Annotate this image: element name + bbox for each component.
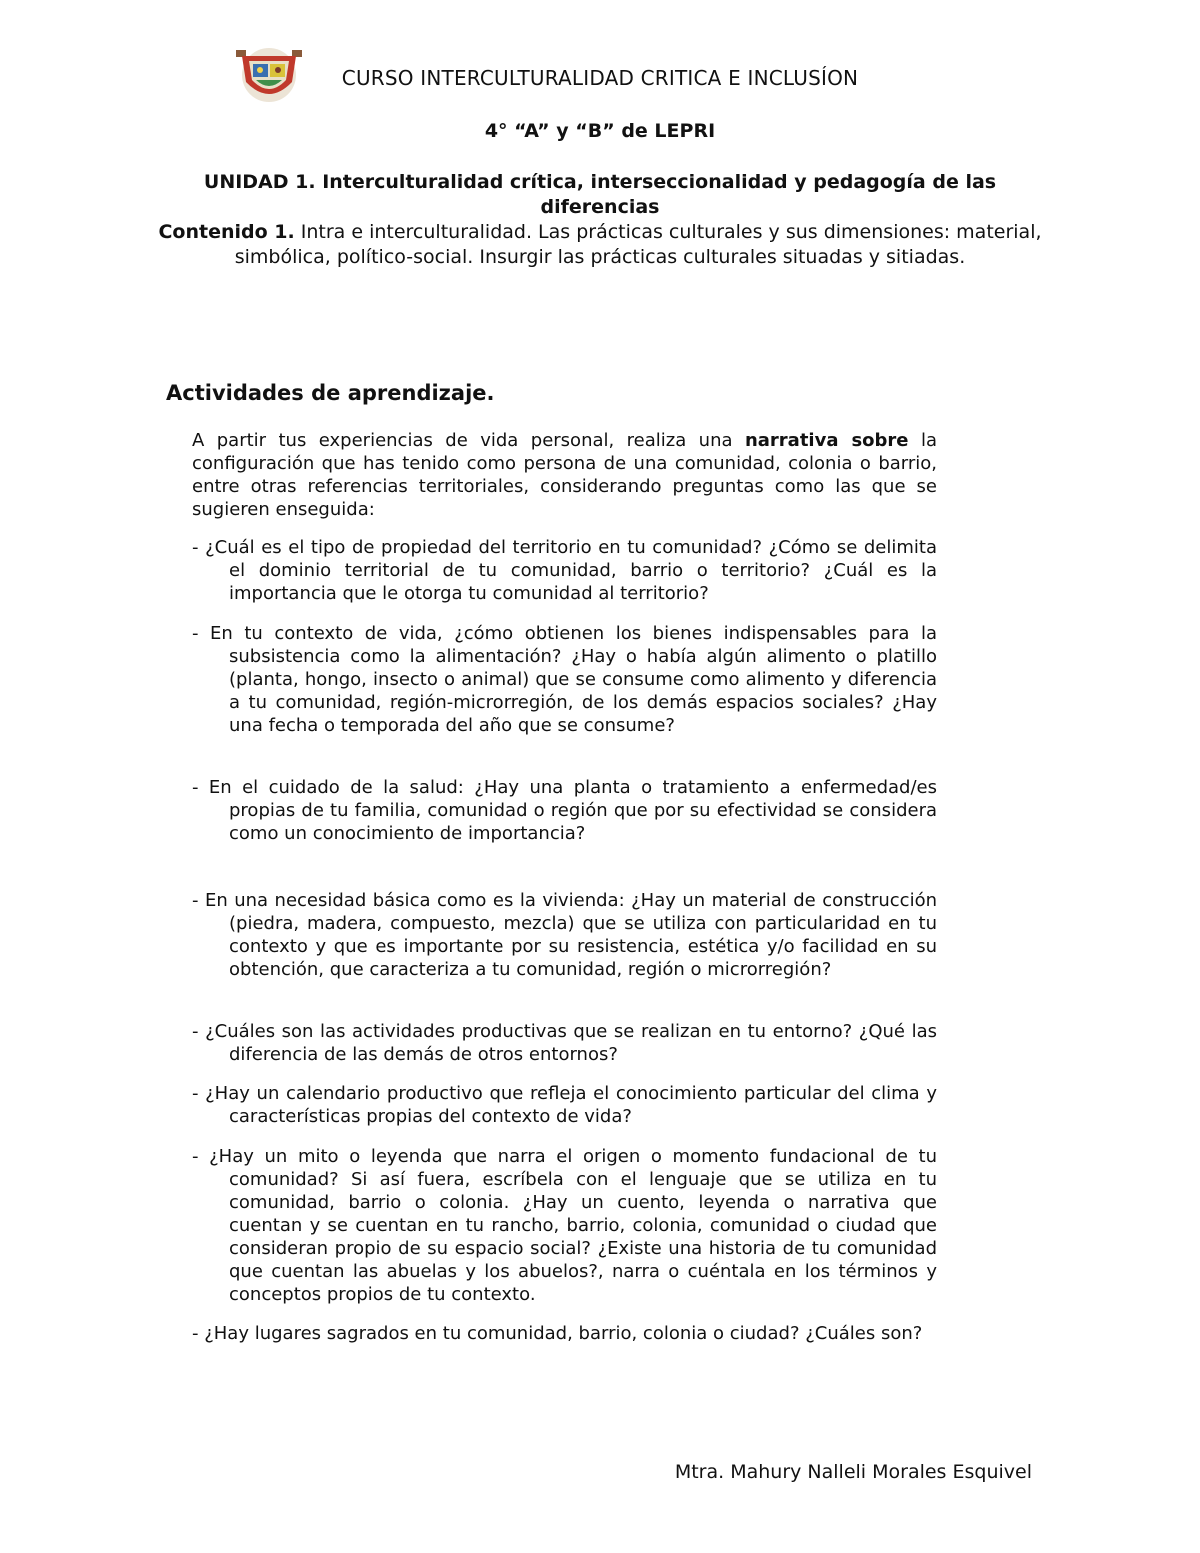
course-title-text: CURSO INTERCULTURALIDAD CRITICA E INCLUSÍON	[341, 66, 859, 90]
activities-heading: Actividades de aprendizaje.	[166, 381, 495, 405]
unit-title: UNIDAD 1. Interculturalidad crítica, interseccionalidad y pedagogía de las diferencias	[203, 171, 997, 218]
question-item: - En una necesidad básica como es la vivienda: ¿Hay un material de construcción (piedra, madera, compuesto, mezcla) que se utiliza con particularidad en tu contexto y que es importante por su resistencia, estética y/o facilidad en su obtención, que caracteriza a tu comunidad, región o microrregión?	[192, 890, 937, 980]
intro-bold-text: narrativa sobre	[744, 430, 909, 451]
question-item: - En el cuidado de la salud: ¿Hay una planta o tratamiento a enfermedad/es propias de tu familia, comunidad o región que por su efectividad se considera como un conocimiento de importancia?	[192, 777, 937, 844]
question-item: - ¿Hay lugares sagrados en tu comunidad, barrio, colonia o ciudad? ¿Cuáles son?	[192, 1323, 923, 1344]
course-title	[0, 66, 1200, 90]
question-item: - ¿Hay un calendario productivo que refleja el conocimiento particular del clima y características propias del contexto de vida?	[192, 1083, 937, 1127]
intro-text-after: la configuración que has tenido como persona de una comunidad, colonia o barrio, entre otras referencias territoriales, considerando preguntas como las que se sugieren enseguida:	[192, 430, 937, 520]
content-description	[150, 220, 1050, 270]
question-item: - ¿Cuál es el tipo de propiedad del territorio en tu comunidad? ¿Cómo se delimita el dominio territorial de tu comunidad, barrio o territorio? ¿Cuál es la importancia que le otorga tu comunidad al territorio?	[192, 537, 937, 604]
author-footer: Mtra. Mahury Nalleli Morales Esquivel	[674, 1461, 1032, 1483]
question-item: - En tu contexto de vida, ¿cómo obtienen los bienes indispensables para la subsistencia como la alimentación? ¿Hay o había algún alimento o platillo (planta, hongo, insecto o animal) que se consume como alimento y diferencia a tu comunidad, región-microrregión, de los demás espacios sociales? ¿Hay una fecha o temporada del año que se consume?	[192, 623, 937, 736]
activities-intro	[192, 429, 937, 521]
content-text: Intra e interculturalidad. Las prácticas culturales y sus dimensiones: material, simbólica, político-social. Insurgir las prácticas culturales situadas y sitiadas.	[234, 221, 1042, 268]
question-item: - ¿Cuáles son las actividades productivas que se realizan en tu entorno? ¿Qué las diferencia de las demás de otros entornos?	[192, 1021, 937, 1065]
unit-block	[150, 170, 1050, 270]
question-item: - ¿Hay un mito o leyenda que narra el origen o momento fundacional de tu comunidad? Si así fuera, escríbela con el lenguaje que se utiliza en tu comunidad, barrio o colonia. ¿Hay un cuento, leyenda o narrativa que cuentan y se cuentan en tu rancho, barrio, colonia, comunidad o ciudad que consideran propio de su espacio social? ¿Existe una historia de tu comunidad que cuentan las abuelas y los abuelos?, narra o cuéntala en los términos y conceptos propios de tu contexto.	[192, 1146, 937, 1305]
intro-text-before: A partir tus experiencias de vida personal, realiza una	[192, 430, 745, 451]
group-line: 4° “A” y “B” de LEPRI	[484, 120, 716, 142]
content-label: Contenido 1.	[158, 221, 295, 243]
